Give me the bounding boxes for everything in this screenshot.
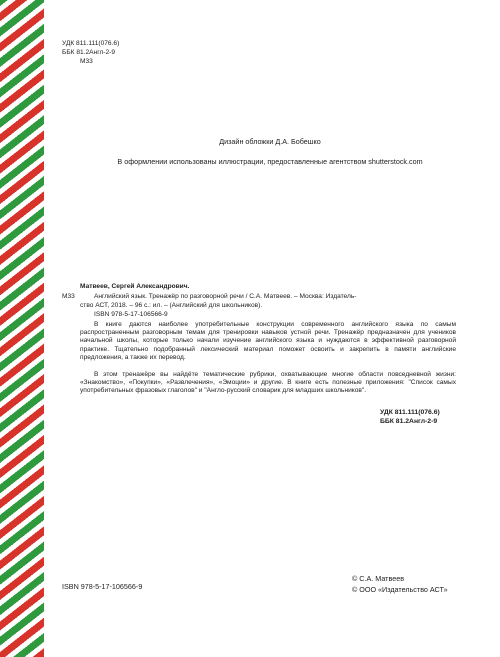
bib-author: Матвеев, Сергей Александрович.	[80, 283, 190, 290]
bib-author-mark: М33	[62, 293, 75, 300]
bib-annotation-paragraph-2: В этом тренажёре вы найдёте тематические рубрики, охватывающие многие области повседневной жизни: «Знакомство», «Покупки», «Развлечения», «Эмоции» и другие. В книге есть полезные приложения: "Список самых употребительных фразовых глаголов" и "Англо-русский словарик для младших школьников".	[80, 371, 456, 395]
bib-description-line2: ство АСТ, 2018. – 96 с.: ил. – (Английский для школьников).	[80, 302, 263, 309]
bib-annotation-paragraph-1: В книге даются наиболее употребительные конструкции современного английского языка по самым распространенным разговорным темам для тренировки навыков устной речи. Тренажёр предназначен для учеников начальной школы, которые только начали изучение английского языка и нуждаются в эффективной разговорной практике. Тщательно подобранный лексический материал поможет освоить и закрепить в памяти английские предложения, а также их перевод.	[80, 321, 456, 361]
bib-udk: УДК 811.111(076.6)	[380, 409, 440, 416]
author-mark-top: М33	[80, 58, 93, 65]
bbk-top: ББК 81.2Англ-2-9	[62, 49, 116, 56]
bib-isbn: ISBN 978-5-17-106566-9	[94, 311, 168, 318]
cover-design-credit: Дизайн обложки Д.А. Бобешко	[219, 137, 321, 146]
footer-isbn: ISBN 978-5-17-106566-9	[62, 582, 143, 591]
bib-description-line1: Английский язык. Тренажёр по разговорной речи / С.А. Матвеев. – Москва: Издатель-	[94, 293, 357, 300]
decorative-stripe-border	[0, 0, 44, 657]
illustrations-credit: В оформлении использованы иллюстрации, предоставленные агентством shutterstock.com	[117, 157, 423, 166]
udk-top: УДК 811.111(076.6)	[62, 40, 120, 47]
copyright-publisher: © ООО «Издательство АСТ»	[352, 585, 448, 594]
copyright-author: © С.А. Матвеев	[352, 574, 405, 583]
bib-bbk: ББК 81.2Англ-2-9	[380, 418, 438, 425]
